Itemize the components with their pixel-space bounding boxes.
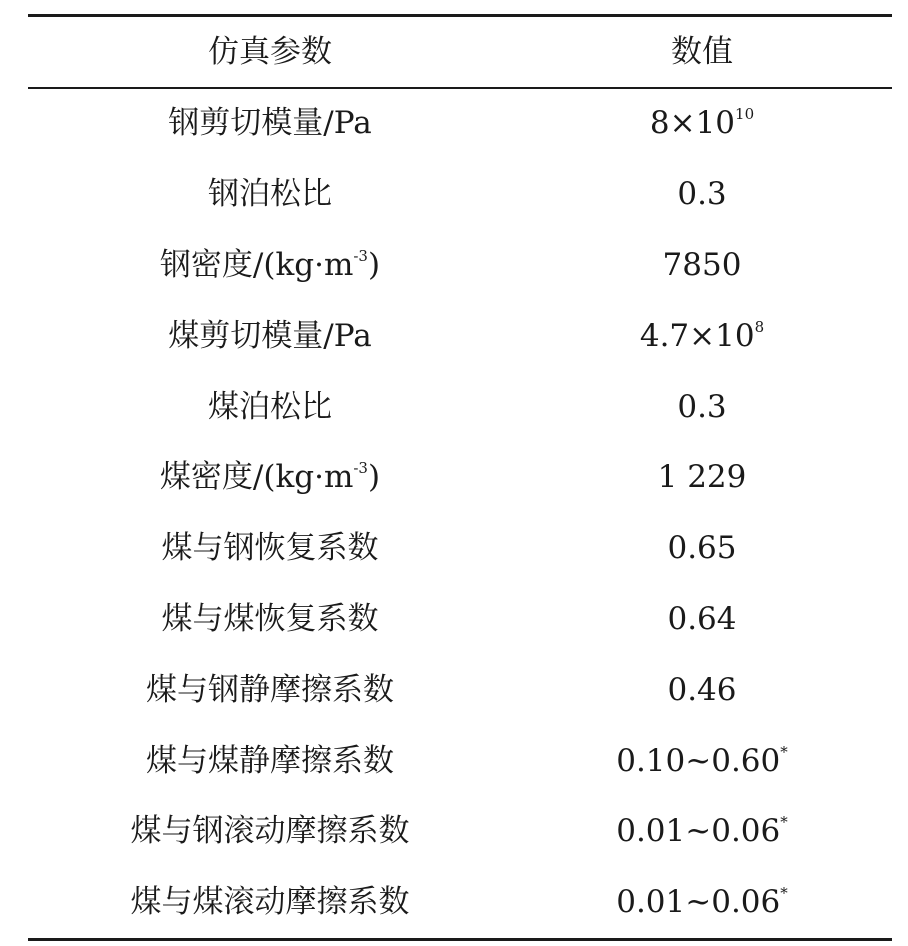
table-row <box>28 159 892 230</box>
value-exponent: 10 <box>735 105 755 124</box>
value-footnote-mark: * <box>780 742 788 761</box>
param-cell <box>28 459 512 496</box>
param-cell: 煤与钢恢复系数 <box>161 530 379 567</box>
param-cell: 钢剪切模量/Pa <box>168 105 372 142</box>
table-row <box>28 442 892 513</box>
table-row <box>28 655 892 726</box>
value-text: 0.01~0.06 <box>616 884 781 921</box>
value-text: 0.10~0.60 <box>616 742 781 779</box>
value-cell: 0.46 <box>667 671 737 708</box>
table-header-row <box>28 17 892 87</box>
value-cell: 0.3 <box>677 176 727 213</box>
value-cell <box>512 105 892 142</box>
value-cell <box>512 742 892 779</box>
param-tail: ) <box>367 459 381 496</box>
param-text: 煤密度/(kg·m <box>159 459 354 496</box>
table-row <box>28 584 892 655</box>
param-cell: 煤与煤恢复系数 <box>161 600 379 637</box>
param-cell: 煤泊松比 <box>208 388 332 425</box>
param-tail: ) <box>367 246 381 283</box>
table-row <box>28 230 892 301</box>
value-cell <box>512 884 892 921</box>
table-row <box>28 796 892 867</box>
value-exponent: 8 <box>754 317 765 336</box>
param-cell: 煤与煤滚动摩擦系数 <box>130 884 410 921</box>
value-cell: 0.65 <box>667 530 737 567</box>
value-cell: 7850 <box>662 246 742 283</box>
param-cell: 煤剪切模量/Pa <box>168 317 372 354</box>
param-cell <box>28 246 512 283</box>
table-row <box>28 867 892 938</box>
parameter-table <box>28 14 892 941</box>
value-cell <box>512 317 892 354</box>
value-footnote-mark: * <box>780 884 788 903</box>
table-body <box>28 89 892 939</box>
header-param: 仿真参数 <box>208 33 332 70</box>
param-text: 钢密度/(kg·m <box>159 246 354 283</box>
value-text: 4.7×10 <box>639 317 755 354</box>
table-row <box>28 301 892 372</box>
value-cell: 0.64 <box>667 600 737 637</box>
param-cell: 煤与煤静摩擦系数 <box>146 742 394 779</box>
param-cell: 煤与钢滚动摩擦系数 <box>130 813 410 850</box>
value-text: 0.01~0.06 <box>616 813 781 850</box>
table-row <box>28 513 892 584</box>
table-row <box>28 726 892 797</box>
param-exponent: -3 <box>353 459 368 478</box>
param-cell: 煤与钢静摩擦系数 <box>146 671 394 708</box>
value-cell <box>512 813 892 850</box>
param-exponent: -3 <box>353 246 368 265</box>
table-row <box>28 89 892 160</box>
param-cell: 钢泊松比 <box>208 176 332 213</box>
value-cell: 1 229 <box>657 459 747 496</box>
value-text: 8×10 <box>649 105 736 142</box>
value-cell: 0.3 <box>677 388 727 425</box>
table-row <box>28 372 892 443</box>
value-footnote-mark: * <box>780 813 788 832</box>
table-bottom-rule <box>28 938 892 941</box>
header-value: 数值 <box>671 33 733 70</box>
